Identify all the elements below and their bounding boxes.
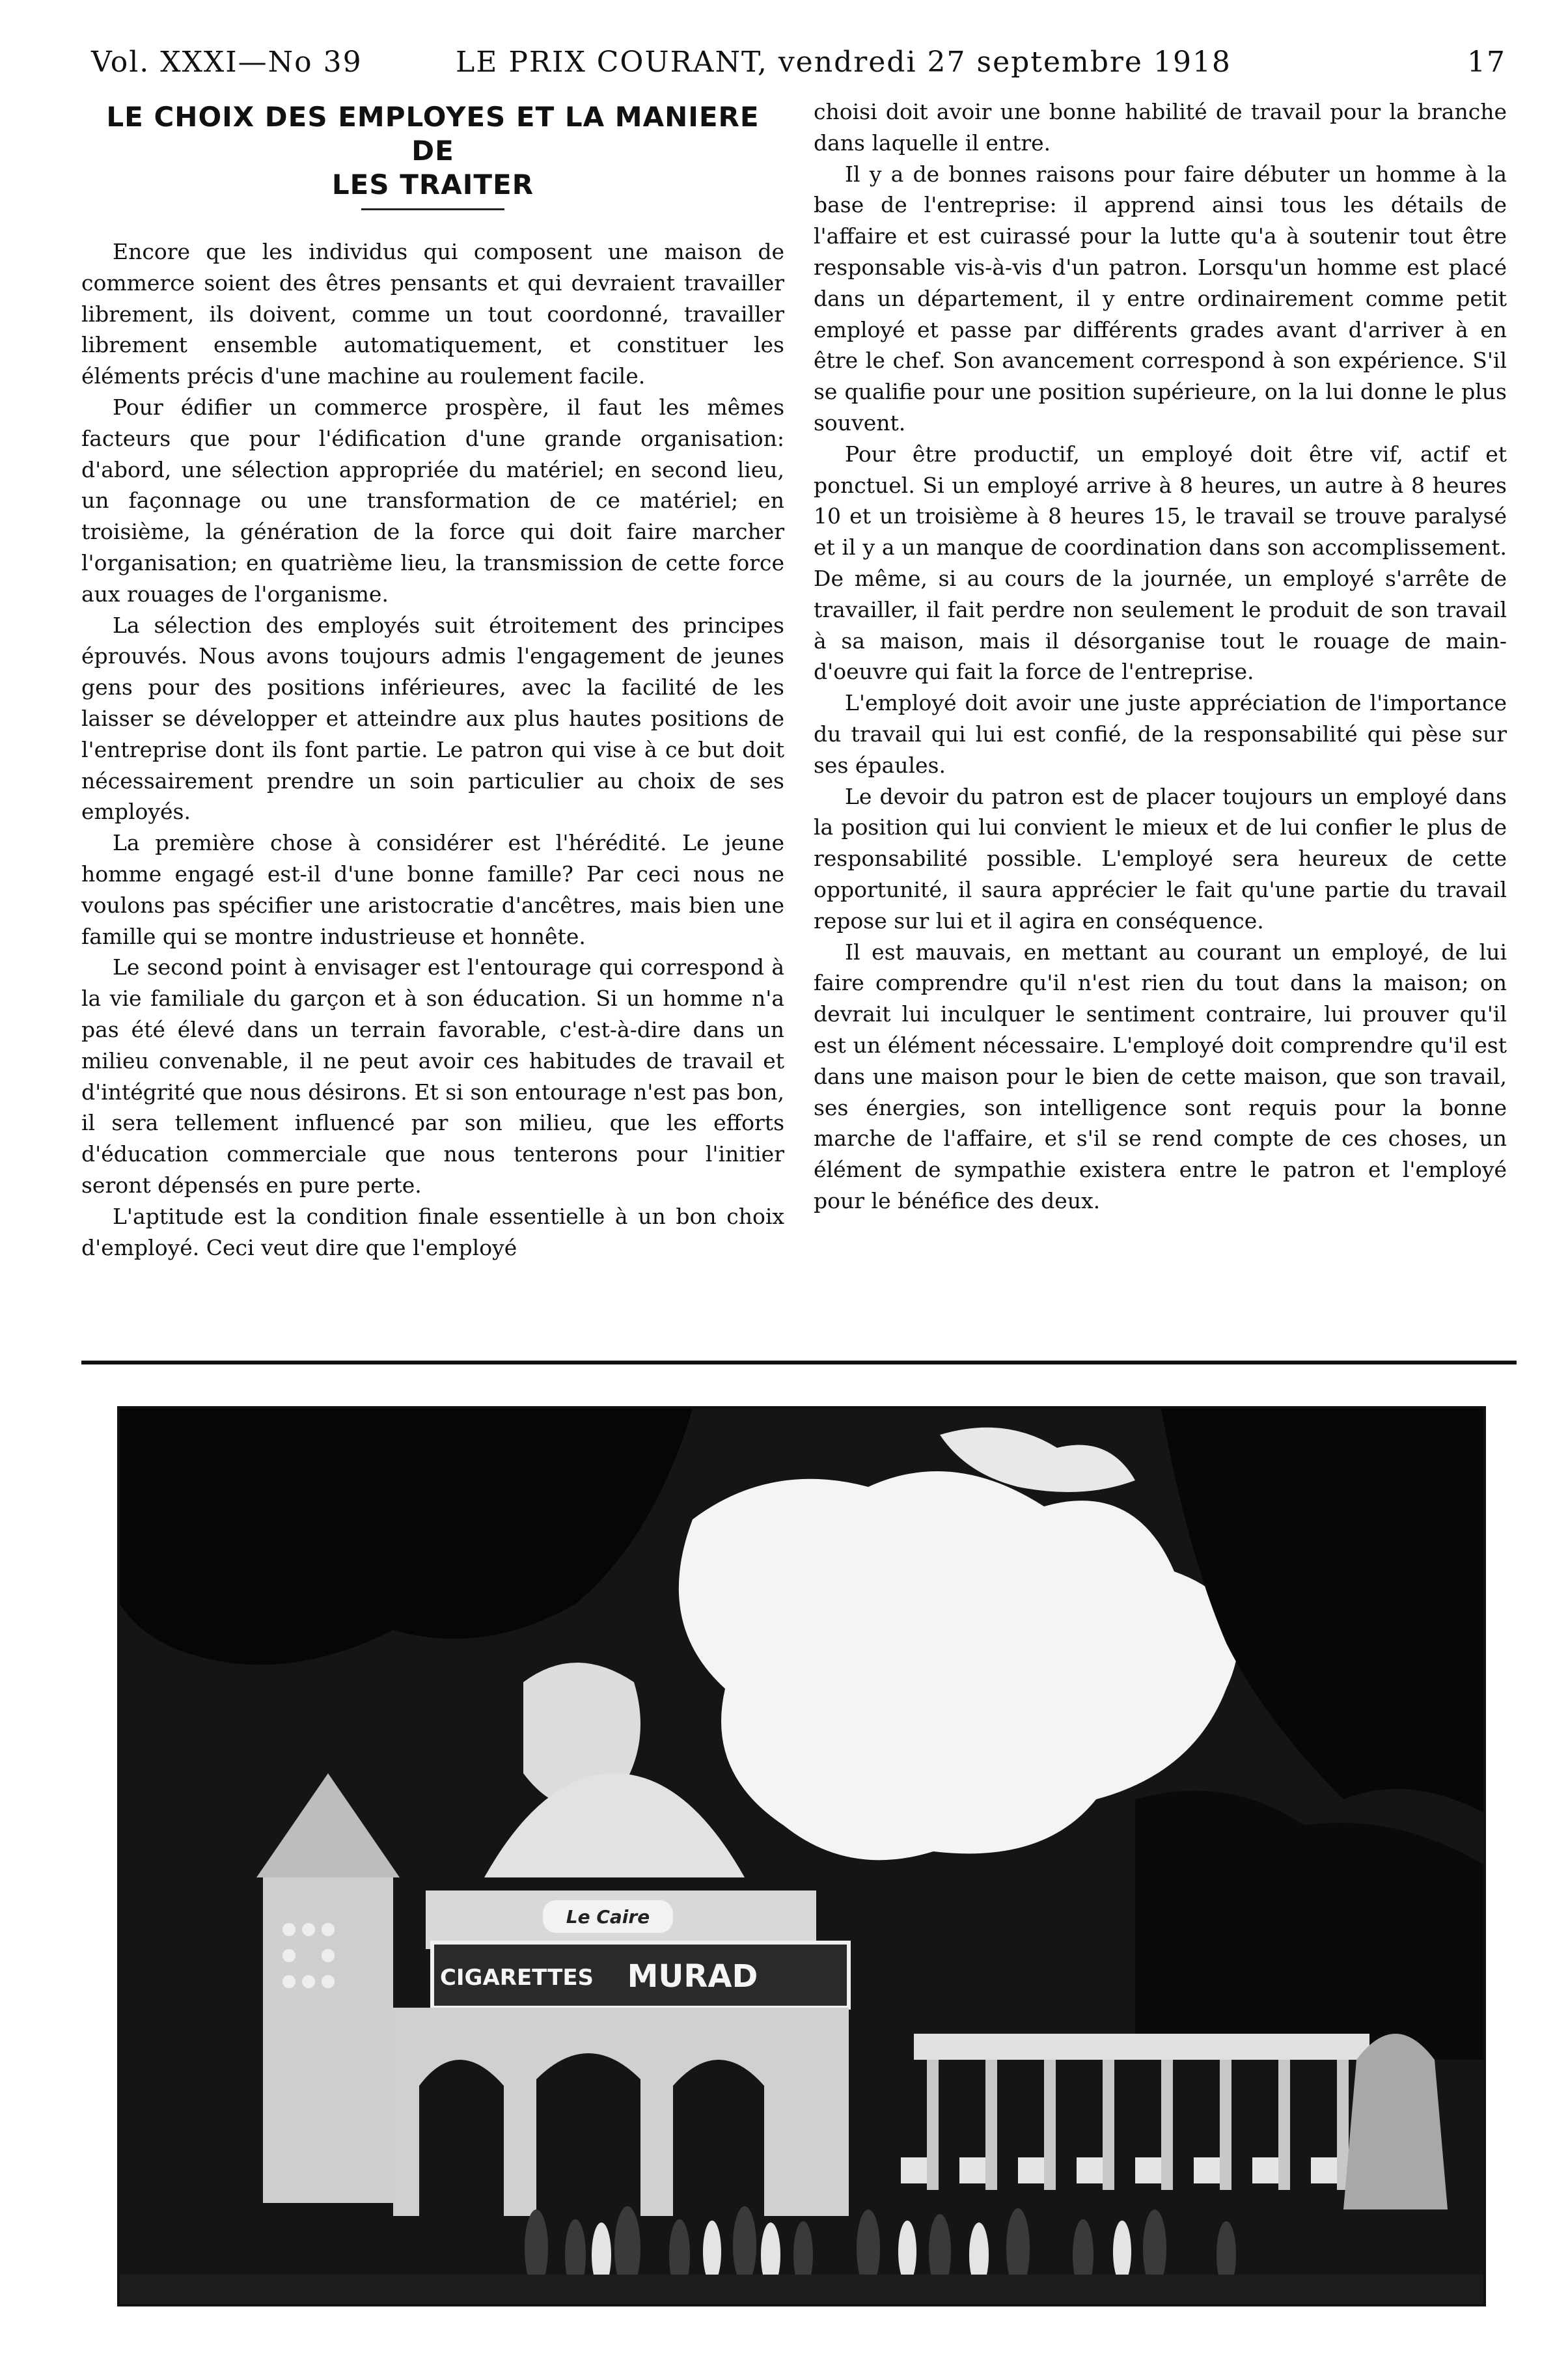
title-divider xyxy=(361,208,504,210)
volume-number: Vol. XXXI—No 39 xyxy=(91,46,363,79)
paragraph: Pour édifier un commerce prospère, il faut les mêmes facteurs que pour l'édification d'une grande organisation: d'abord, une sélection appropriée du matériel; en second lieu, un façonnage ou une transformation de ce matériel; en troisième, la génération de la force qui doit faire marcher l'organisation; en quatrième lieu, la transmission de cette force aux rouages de l'organisme. xyxy=(81,394,784,607)
murad-pavilion-photo xyxy=(117,1406,1486,2306)
page-number: 17 xyxy=(1467,46,1506,79)
paragraph: Encore que les individus qui composent une maison de commerce soient des êtres pensants et qui devraient travailler librement, ils doivent, comme un tout coordonné, travailler librement ensemble automatiquement, et constituer les éléments précis d'une machine au roulement facile. xyxy=(81,239,784,389)
right-column xyxy=(814,96,1507,1217)
paragraph: Le second point à envisager est l'entourage qui correspond à la vie familiale du garçon et à son éducation. Si un homme n'a pas été élevé dans un terrain favorable, c'est-à-dire dans un milieu convenable, il ne peut avoir ces habitudes de travail et d'intégrité que nous désirons. Et si son entourage n'est pas bon, il sera tellement influencé par son milieu, que les efforts d'éducation commerciale que nous tenterons pour l'initier seront dépensés en pure perte. xyxy=(81,954,784,1198)
article-title xyxy=(81,100,784,202)
section-divider xyxy=(81,1361,1517,1364)
paragraph: L'employé doit avoir une juste appréciation de l'importance du travail qui lui est confié, de la responsabilité qui pèse sur ses épaules. xyxy=(814,690,1507,778)
paragraph: Il est mauvais, en mettant au courant un employé, de lui faire comprendre qu'il n'est rien du tout dans la maison; on devrait lui inculquer le sentiment contraire, lui prouver qu'il est un élément nécessaire. L'employé doit comprendre qu'il est dans une maison pour le bien de cette maison, que son travail, ses énergies, son intelligence sont requis pour la bonne marche de l'affaire, et s'il se rend compte de ces choses, un élément de sympathie existera entre le patron et l'employé pour le bénéfice des deux. xyxy=(814,939,1507,1213)
paragraph: Pour être productif, un employé doit être vif, actif et ponctuel. Si un employé arrive à 8 heures, un autre à 8 heures 10 et un troisième à 8 heures 15, le travail se trouve paralysé et il y a un manque de coordination dans son accomplissement. De même, si au cours de la journée, un employé s'arrête de travailler, il fait perdre non seulement le produit de son travail à sa maison, mais il désorganise tout le rouage de main-d'oeuvre qui fait la force de l'entreprise. xyxy=(814,441,1507,685)
article-title-line-2: LES TRAITER xyxy=(331,169,534,201)
paragraph: La sélection des employés suit étroitement des principes éprouvés. Nous avons toujours admis l'engagement de jeunes gens pour des positions inférieures, avec la facilité de les laisser se développer et atteindre aux plus hautes positions de l'entreprise dont ils font partie. Le patron qui vise à ce but doit nécessairement prendre un soin particulier au choix de ses employés. xyxy=(81,612,784,825)
article-title-line-1: LE CHOIX DES EMPLOYES ET LA MANIERE DE xyxy=(106,101,760,167)
photo-illustration xyxy=(120,1409,1483,2304)
publication-title: LE PRIX COURANT, vendredi 27 septembre 1918 xyxy=(456,46,1231,79)
running-header xyxy=(91,46,1506,91)
paragraph: L'aptitude est la condition finale essentielle à un bon choix d'employé. Ceci veut dire que l'employé xyxy=(81,1203,784,1260)
paragraph: La première chose à considérer est l'hérédité. Le jeune homme engagé est-il d'une bonne famille? Par ceci nous ne voulons pas spécifier une aristocratie d'ancêtres, mais bien une famille qui se montre industrieuse et honnête. xyxy=(81,830,784,949)
left-column xyxy=(81,96,784,1263)
sign-cigarettes-text: CIGARETTES xyxy=(439,1965,594,1991)
sign-small-text: Le Caire xyxy=(566,1906,650,1928)
paragraph: Il y a de bonnes raisons pour faire débuter un homme à la base de l'entreprise: il apprend ainsi tous les détails de l'affaire et est cuirassé pour la lutte qu'a à soutenir tout être responsable vis-à-vis d'un patron. Lorsqu'un homme est placé dans un département, il y entre ordinairement comme petit employé et passe par différents grades avant d'arriver à en être le chef. Son avancement correspond à son expérience. S'il se qualifie pour une position supérieure, on la lui donne le plus souvent. xyxy=(814,161,1507,436)
sign-brand-text: MURAD xyxy=(627,1958,758,1995)
paragraph-continuation: choisi doit avoir une bonne habilité de travail pour la branche dans laquelle il entre. xyxy=(814,99,1507,156)
paragraph: Le devoir du patron est de placer toujours un employé dans la position qui lui convient le mieux et de lui confier le plus de responsabilité possible. L'employé sera heureux de cette opportunité, il saura apprécier le fait qu'une partie du travail repose sur lui et il agira en conséquence. xyxy=(814,783,1507,934)
